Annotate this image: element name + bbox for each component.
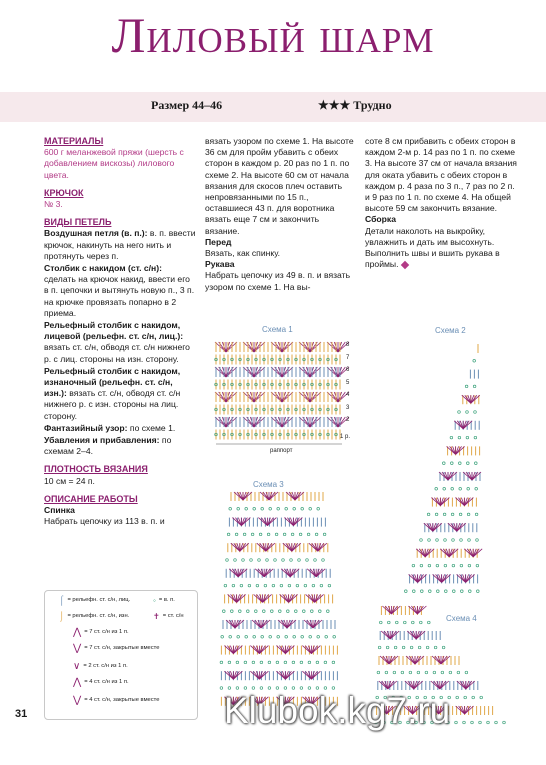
chart-chain xyxy=(472,696,475,699)
chart-chain xyxy=(279,610,282,613)
chart-chain xyxy=(277,508,280,511)
chart-chain xyxy=(435,488,438,491)
chart-chain xyxy=(427,513,430,516)
scheme-1-row-number: 6 xyxy=(346,367,350,373)
column-2 xyxy=(205,136,355,293)
chart-chain xyxy=(325,636,328,639)
chart-chain xyxy=(312,584,315,587)
chart-chain xyxy=(464,696,467,699)
chart-chain xyxy=(235,533,238,536)
chart-chain xyxy=(401,671,404,674)
chart-chain xyxy=(282,559,285,562)
chart-chain xyxy=(276,687,279,690)
chart-chain xyxy=(436,539,439,542)
chart-chain xyxy=(277,636,280,639)
chart-chain xyxy=(267,533,270,536)
materials-heading: МАТЕРИАЛЫ xyxy=(44,136,104,146)
chart-chain xyxy=(258,559,261,562)
scheme-1-row-number: 2 xyxy=(346,417,350,423)
chart-chain xyxy=(323,533,326,536)
chart-chain xyxy=(259,533,262,536)
chart-chain xyxy=(428,621,431,624)
chart-chain xyxy=(288,584,291,587)
chart-chain xyxy=(450,436,453,439)
chart-chain xyxy=(475,462,478,465)
chart-chain xyxy=(261,636,264,639)
chart-chain xyxy=(467,488,470,491)
chart-chain xyxy=(417,671,420,674)
scheme-1-title: Схема 1 xyxy=(262,325,293,334)
chart-chain xyxy=(443,488,446,491)
chart-chain xyxy=(333,636,336,639)
chart-chain xyxy=(394,646,397,649)
watermark: Klubok.kg7.ru xyxy=(224,690,451,731)
chart-chain xyxy=(303,610,306,613)
chart-chain xyxy=(317,636,320,639)
chart-chain xyxy=(412,621,415,624)
chart-chain xyxy=(444,564,447,567)
chart-chain xyxy=(404,621,407,624)
loop-definition xyxy=(44,423,196,434)
loop-term: Столбик с накидом (ст. с/н): xyxy=(44,263,162,274)
chart-chain xyxy=(328,584,331,587)
scheme-1-row-number: 3 xyxy=(346,404,350,411)
chart-chain xyxy=(465,385,468,388)
legend-item: ✝ = ст. с/н xyxy=(153,612,184,621)
chart-chain xyxy=(477,590,480,593)
difficulty xyxy=(318,98,392,113)
chart-chain xyxy=(320,584,323,587)
legend-item: ⌠ = рельефн. ст. с/н, лиц. xyxy=(59,595,131,605)
relief-front-icon: ⌠ xyxy=(59,595,65,605)
chart-chain xyxy=(442,646,445,649)
loop-text: в. п. ввести крючок, накинуть на него нить и протянуть через п. xyxy=(44,228,196,261)
chart-chain xyxy=(457,671,460,674)
chart-chain xyxy=(451,513,454,516)
chart-chain xyxy=(268,661,271,664)
chart-chain xyxy=(324,661,327,664)
cluster-small-icon: ⋁ xyxy=(73,695,82,706)
chart-chain xyxy=(269,508,272,511)
chart-chain xyxy=(260,661,263,664)
scheme-2-title: Схема 2 xyxy=(435,326,466,335)
back-heading: Спинка xyxy=(44,505,75,516)
chart-chain xyxy=(420,539,423,542)
chart-chain xyxy=(452,539,455,542)
chart-chain xyxy=(475,488,478,491)
chart-chain xyxy=(503,721,506,724)
chart-chain xyxy=(459,513,462,516)
loop-definition xyxy=(44,263,196,319)
chart-chain xyxy=(458,436,461,439)
legend-item: ∨ = 2 ст. с/н из 1 п. xyxy=(73,661,128,672)
chart-chain xyxy=(405,590,408,593)
chart-chain xyxy=(396,621,399,624)
chart-chain xyxy=(426,646,429,649)
chart-chain xyxy=(245,636,248,639)
row-1-label: 1 р. xyxy=(340,434,351,440)
chart-chain xyxy=(308,661,311,664)
chart-chain xyxy=(234,559,237,562)
density-text: 10 см = 24 п. xyxy=(44,475,95,486)
chart-chain xyxy=(223,610,226,613)
chart-chain xyxy=(255,610,258,613)
chart-chain xyxy=(307,533,310,536)
chart-chain xyxy=(449,671,452,674)
chart-chain xyxy=(290,559,293,562)
legend-item: ◦ = в. п. xyxy=(153,596,175,605)
loop-definition xyxy=(44,228,196,262)
chart-chain xyxy=(237,508,240,511)
loop-term: Убавления и прибавления: xyxy=(44,435,160,446)
chart-chain xyxy=(434,646,437,649)
chart-chain xyxy=(244,687,247,690)
chart-chain xyxy=(248,584,251,587)
chart-chain xyxy=(292,661,295,664)
chart-chain xyxy=(316,687,319,690)
chart-chain xyxy=(227,533,230,536)
chart-chain xyxy=(283,533,286,536)
fan-icon: ⋀ xyxy=(73,627,82,638)
chart-chain xyxy=(220,661,223,664)
chart-chain xyxy=(272,584,275,587)
loop-text: по схеме 1. xyxy=(127,422,176,433)
chart-chain xyxy=(459,488,462,491)
chart-chain xyxy=(253,508,256,511)
scheme-1-row-number: 4 xyxy=(346,392,350,398)
loops-list xyxy=(44,228,196,457)
chart-chain xyxy=(443,513,446,516)
chart-chain xyxy=(453,590,456,593)
chart-chain xyxy=(316,661,319,664)
meta-band xyxy=(0,92,546,122)
chart-chain xyxy=(314,559,317,562)
legend-item: ⋁ = 7 ст. с/н, закрытые вместе xyxy=(73,643,160,654)
legend-item: ⋁ = 4 ст. с/н, закрытые вместе xyxy=(73,695,160,706)
scheme-1-chart xyxy=(212,336,362,448)
chart-chain xyxy=(451,462,454,465)
chart-chain xyxy=(441,671,444,674)
chart-chain xyxy=(276,661,279,664)
chart-chain xyxy=(463,721,466,724)
relief-back-icon: ⌡ xyxy=(59,611,65,621)
chart-chain xyxy=(332,687,335,690)
chart-chain xyxy=(268,687,271,690)
chart-chain xyxy=(466,436,469,439)
front-heading: Перед xyxy=(205,236,232,247)
rapport-label: раппорт xyxy=(270,448,293,454)
chart-chain xyxy=(420,564,423,567)
chart-chain xyxy=(232,584,235,587)
sleeve-text: Набрать цепочку из 49 в. п. и вязать узором по схеме 1. На вы- xyxy=(205,270,351,292)
hook-heading: КРЮЧОК xyxy=(44,187,84,198)
chart-chain xyxy=(409,671,412,674)
chart-chain xyxy=(479,721,482,724)
chart-chain xyxy=(237,636,240,639)
chart-chain xyxy=(301,636,304,639)
chart-chain xyxy=(266,559,269,562)
chart-chain xyxy=(474,436,477,439)
chart-chain xyxy=(285,508,288,511)
chart-chain xyxy=(293,636,296,639)
loop-definition xyxy=(44,320,196,365)
chart-chain xyxy=(271,610,274,613)
sleeve-heading: Рукава xyxy=(205,259,235,270)
chart-chain xyxy=(226,559,229,562)
loop-definition xyxy=(44,435,196,457)
chart-chain xyxy=(292,687,295,690)
chart-chain xyxy=(420,621,423,624)
chart-chain xyxy=(413,590,416,593)
chart-chain xyxy=(428,539,431,542)
chart-chain xyxy=(471,721,474,724)
scheme-2-chart xyxy=(396,340,486,602)
chart-chain xyxy=(299,533,302,536)
chart-chain xyxy=(455,721,458,724)
chart-chain xyxy=(229,508,232,511)
chart-chain xyxy=(264,584,267,587)
chart-chain xyxy=(280,584,283,587)
chart-chain xyxy=(315,533,318,536)
chart-chain xyxy=(242,559,245,562)
chart-chain xyxy=(475,513,478,516)
back-cont-text: вязать узором по схеме 1. На высоте 36 см для пройм убавить с обеих сторон в каждом р. 20 раз по 1 п. по схеме 2. На высоте 60 см от начала вязания для скосов плеч оставить непровязанными по 15 п., оставшиеся 43 п. для воротника вязать еще 7 см и закончить вязание. xyxy=(205,136,354,236)
chart-chain xyxy=(220,687,223,690)
page-number: 31 xyxy=(15,708,28,720)
chart-chain xyxy=(468,564,471,567)
chart-chain xyxy=(425,671,428,674)
chart-chain xyxy=(433,671,436,674)
chart-chain xyxy=(452,564,455,567)
chart-chain xyxy=(261,508,264,511)
scheme-1-row-number: 8 xyxy=(346,342,350,348)
chart-chain xyxy=(458,411,461,414)
chart-chain xyxy=(309,508,312,511)
chart-chain xyxy=(229,636,232,639)
chart-chain xyxy=(228,661,231,664)
loop-definition xyxy=(44,366,196,422)
loop-term: Воздушная петля (в. п.): xyxy=(44,228,148,239)
chart-chain xyxy=(285,636,288,639)
chart-chain xyxy=(306,559,309,562)
hook-text: № 3. xyxy=(44,199,63,210)
chart-chain xyxy=(252,661,255,664)
legend-item: ⌡ = рельефн. ст. с/н, изн. xyxy=(59,611,130,621)
chart-chain xyxy=(298,559,301,562)
chart-chain xyxy=(311,610,314,613)
scheme-4-title: Схема 4 xyxy=(446,614,477,623)
chart-chain xyxy=(291,533,294,536)
chart-chain xyxy=(327,610,330,613)
chart-chain xyxy=(465,671,468,674)
sleeve-cont-text: соте 8 см прибавить с обеих сторон в каждом 2-м р. 14 раз по 1 п. по схеме 3. На высоте 37 см от начала вязания для оката убавить с обеих сторон в каждом р. 4 раза по 3 п., 7 раз по 2 п. и 9 раз по 1 п. по схеме 4. На общей высоте 59 см закончить вязание. xyxy=(365,136,517,214)
dc-icon: ✝ xyxy=(153,612,160,621)
scheme-1-row-number: 7 xyxy=(346,354,350,361)
chart-chain xyxy=(476,539,479,542)
difficulty-stars: ★★★ xyxy=(318,98,351,112)
end-diamond-icon xyxy=(400,261,408,269)
chart-chain xyxy=(300,661,303,664)
chart-chain xyxy=(231,610,234,613)
chart-chain xyxy=(461,590,464,593)
loop-text: вязать ст. с/н, обводя ст. с/н нижнего р. с лиц. стороны на изн. сторону. xyxy=(44,342,190,364)
chart-chain xyxy=(319,610,322,613)
chart-chain xyxy=(443,462,446,465)
shell-icon: ⋀ xyxy=(73,677,82,688)
work-heading: ОПИСАНИЕ РАБОТЫ xyxy=(44,493,138,504)
chart-chain xyxy=(239,610,242,613)
scheme-3-title: Схема 3 xyxy=(253,480,284,489)
chart-chain xyxy=(332,661,335,664)
chart-chain xyxy=(429,590,432,593)
assembly-text-body: Детали наколоть на выкройку, увлажнить и дать им высохнуть. Выполнить швы и вшить рукава в проймы. xyxy=(365,225,500,270)
chart-chain xyxy=(451,488,454,491)
chart-chain xyxy=(256,584,259,587)
chart-chain xyxy=(301,508,304,511)
chart-chain xyxy=(377,671,380,674)
chart-chain xyxy=(309,636,312,639)
chart-chain xyxy=(253,636,256,639)
scheme-1-row-number: 5 xyxy=(346,379,350,386)
chart-chain xyxy=(284,687,287,690)
loops-heading: ВИДЫ ПЕТЕЛЬ xyxy=(44,217,112,228)
chart-chain xyxy=(445,590,448,593)
chart-chain xyxy=(480,696,483,699)
scheme-3-chart xyxy=(219,490,341,710)
chart-chain xyxy=(260,687,263,690)
chart-chain xyxy=(308,687,311,690)
loop-term: Фантазийный узор: xyxy=(44,422,128,433)
density-heading: ПЛОТНОСТЬ ВЯЗАНИЯ xyxy=(44,464,148,475)
chart-chain xyxy=(412,564,415,567)
chart-chain xyxy=(466,411,469,414)
chart-chain xyxy=(428,564,431,567)
legend-item: ⋀ = 4 ст. с/н из 1 п. xyxy=(73,677,129,688)
chart-chain xyxy=(436,564,439,567)
chart-chain xyxy=(251,533,254,536)
chart-chain xyxy=(236,661,239,664)
column-3 xyxy=(365,136,517,270)
chart-chain xyxy=(393,671,396,674)
loop-text: сделать на крючок накид, ввести его в п. цепочки и вытянуть новую п., 3 п. на крючке провязать попарно в 2 приема. xyxy=(44,274,195,318)
chart-chain xyxy=(459,462,462,465)
legend-item: ⋀ = 7 ст. с/н из 1 п. xyxy=(73,627,129,638)
chart-chain xyxy=(236,687,239,690)
chart-chain xyxy=(247,610,250,613)
chart-chain xyxy=(296,584,299,587)
chart-chain xyxy=(473,385,476,388)
chart-chain xyxy=(287,610,290,613)
chart-chain xyxy=(402,646,405,649)
materials-text: 600 г меланжевой пряжи (шерсть с добавлением вискозы) лилового цвета. xyxy=(44,147,184,180)
chart-chain xyxy=(456,696,459,699)
chart-chain xyxy=(245,508,248,511)
chart-chain xyxy=(474,411,477,414)
size-label: Размер 44–46 xyxy=(151,98,223,112)
chart-chain xyxy=(385,671,388,674)
chart-chain xyxy=(421,590,424,593)
chart-chain xyxy=(378,646,381,649)
loop-text: вязать ст. с/н, обводя ст. с/н нижнего р. с изн. стороны на лиц. сторону. xyxy=(44,388,181,421)
chart-chain xyxy=(410,646,413,649)
chart-chain xyxy=(274,559,277,562)
chart-chain xyxy=(418,646,421,649)
back-text: Набрать цепочку из 113 в. п. и xyxy=(44,516,165,527)
loop-term: Рельефный столбик с накидом, лицевой (рельефн. ст. с/н, лиц.): xyxy=(44,320,184,342)
cluster-icon: ⋁ xyxy=(73,643,82,654)
v-stitch-icon: ∨ xyxy=(73,661,81,672)
chart-chain xyxy=(324,687,327,690)
chart-chain xyxy=(467,513,470,516)
chart-chain xyxy=(487,721,490,724)
chart-chain xyxy=(243,533,246,536)
chart-chain xyxy=(476,564,479,567)
chart-chain xyxy=(263,610,266,613)
difficulty-label: Трудно xyxy=(353,98,392,112)
front-text: Вязать, как спинку. xyxy=(205,248,281,259)
chart-chain xyxy=(467,462,470,465)
chain-icon: ◦ xyxy=(153,596,156,605)
chart-chain xyxy=(293,508,296,511)
assembly-heading: Сборка xyxy=(365,214,396,225)
chart-chain xyxy=(244,661,247,664)
chart-chain xyxy=(221,636,224,639)
chart-chain xyxy=(228,687,231,690)
chart-chain xyxy=(300,687,303,690)
chart-chain xyxy=(284,661,287,664)
chart-chain xyxy=(388,621,391,624)
chart-chain xyxy=(317,508,320,511)
chart-chain xyxy=(460,564,463,567)
assembly-text xyxy=(365,226,517,271)
chart-chain xyxy=(435,513,438,516)
chart-chain xyxy=(444,539,447,542)
chart-chain xyxy=(250,559,253,562)
loop-term: Рельефный столбик с накидом, изнаночный (рельефн. ст. с/н, изн.): xyxy=(44,365,181,399)
chart-chain xyxy=(469,590,472,593)
chart-chain xyxy=(240,584,243,587)
chart-chain xyxy=(437,590,440,593)
symbol-legend xyxy=(44,590,198,720)
chart-chain xyxy=(275,533,278,536)
chart-chain xyxy=(304,584,307,587)
loop-text: по схемам 2–4. xyxy=(44,435,172,457)
page-title: Лиловый шарм xyxy=(111,7,435,63)
chart-chain xyxy=(473,360,476,363)
chart-chain xyxy=(380,621,383,624)
chart-chain xyxy=(252,687,255,690)
chart-chain xyxy=(295,610,298,613)
chart-chain xyxy=(269,636,272,639)
chart-chain xyxy=(224,584,227,587)
chart-chain xyxy=(460,539,463,542)
column-1 xyxy=(44,136,196,528)
chart-chain xyxy=(468,539,471,542)
chart-chain xyxy=(386,646,389,649)
chart-chain xyxy=(495,721,498,724)
chart-chain xyxy=(322,559,325,562)
